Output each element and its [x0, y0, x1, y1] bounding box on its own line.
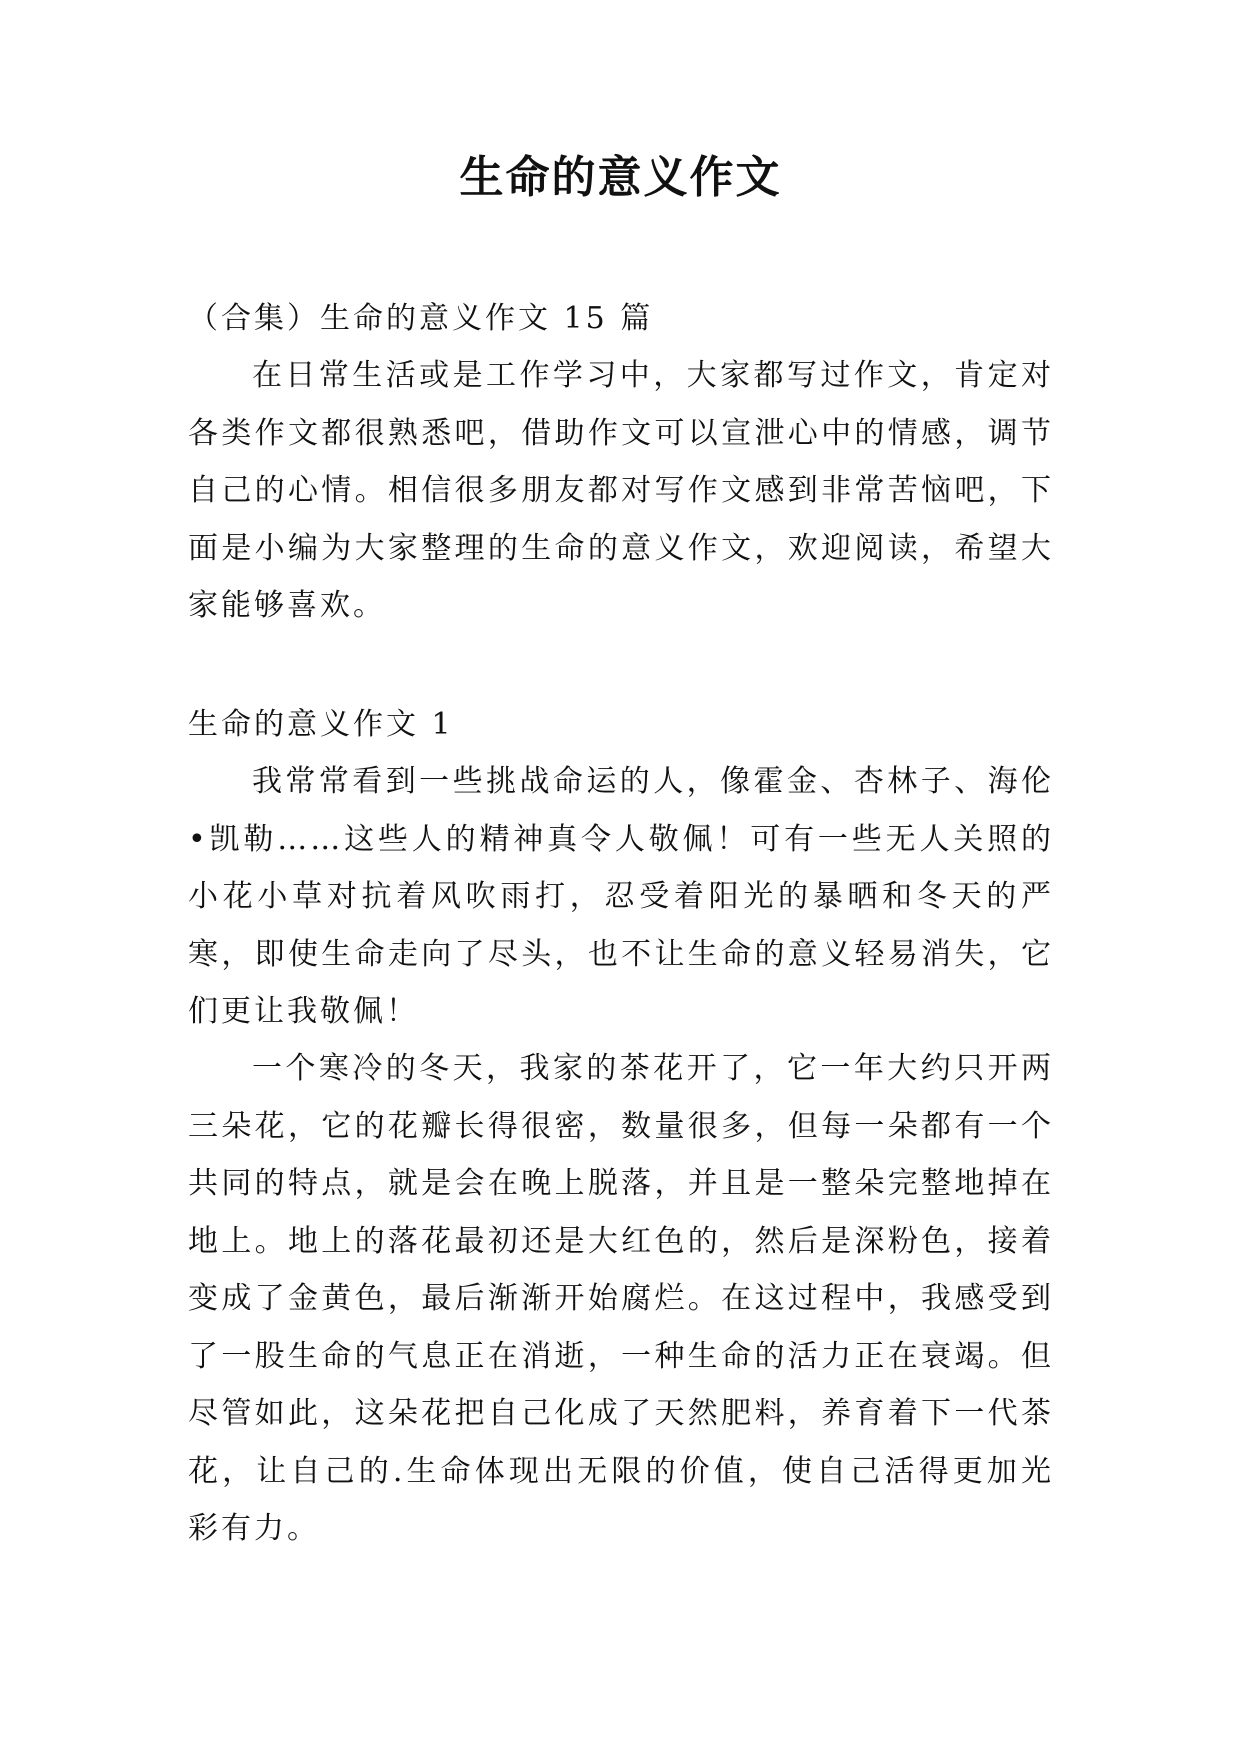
collection-subtitle: （合集）生命的意义作文 15 篇 — [188, 301, 654, 336]
body-paragraph: 一个寒冷的冬天，我家的茶花开了，它一年大约只开两三朵花，它的花瓣长得很密，数量很多，但每一朵都有一个共同的特点，就是会在晚上脱落，并且是一整朵完整地掉在地上。地上的落花最初还是大红色的，然后是深粉色，接着变成了金黄色，最后渐渐开始腐烂。在这过程中，我感受到了一股生命的气息正在消逝，一种生命的活力正在衰竭。但尽管如此，这朵花把自己化成了天然肥料，养育着下一代茶花，让自己的.生命体现出无限的价值，使自己活得更加光彩有力。 — [188, 1051, 1054, 1546]
body-paragraph: 我常常看到一些挑战命运的人，像霍金、杏林子、海伦•凯勒……这些人的精神真令人敬佩！可有一些无人关照的小花小草对抗着风吹雨打，忍受着阳光的暴晒和冬天的严寒，即使生命走向了尽头，也不让生命的意义轻易消失，它们更让我敬佩！ — [188, 764, 1054, 1029]
section-heading: 生命的意义作文 1 — [188, 707, 454, 742]
page-title: 生命的意义作文 — [459, 152, 782, 203]
intro-paragraph: 在日常生活或是工作学习中，大家都写过作文，肯定对各类作文都很熟悉吧，借助作文可以宣泄心中的情感，调节自己的心情。相信很多朋友都对写作文感到非常苦恼吧，下面是小编为大家整理的生命的意义作文，欢迎阅读，希望大家能够喜欢。 — [188, 358, 1054, 623]
